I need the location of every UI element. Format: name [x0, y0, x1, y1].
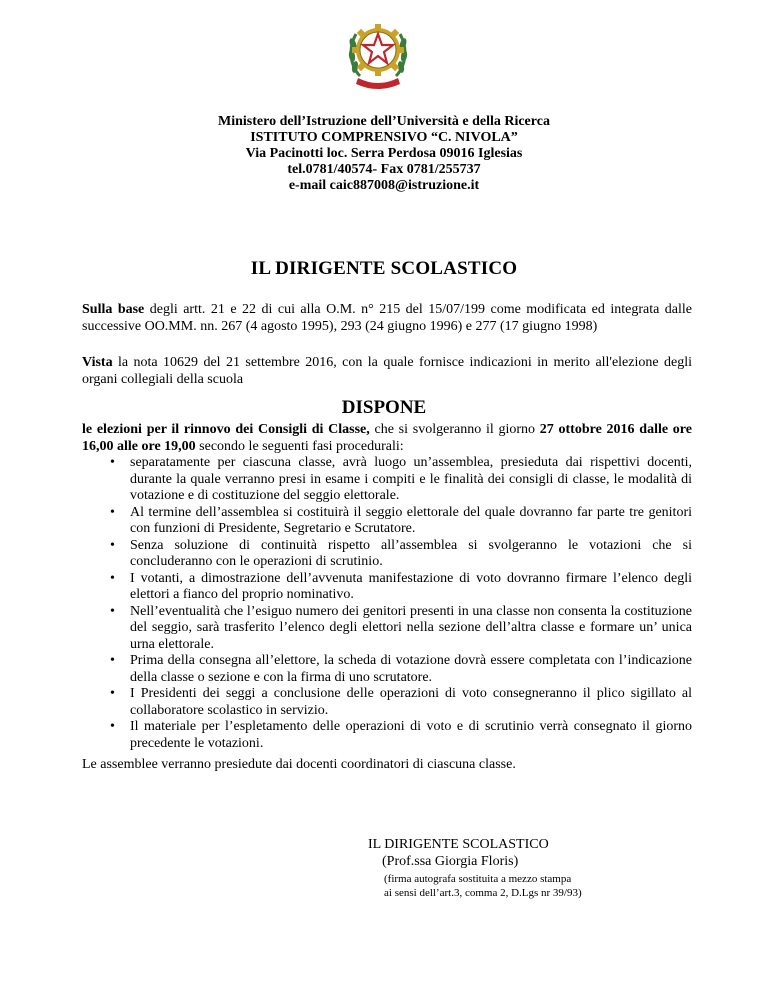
signature-title: IL DIRIGENTE SCOLASTICO: [368, 837, 549, 852]
vista-lead: Vista: [82, 355, 113, 370]
signature-note-line-1: (firma autografa sostituita a mezzo stampa: [384, 873, 572, 885]
list-item: [82, 571, 692, 604]
signature-note-line-2: ai sensi dell’art.3, comma 2, D.Lgs nr 39/93): [384, 887, 582, 899]
school-address: Via Pacinotti loc. Serra Perdosa 09016 Iglesias: [245, 146, 523, 161]
sulla-base-lead: Sulla base: [82, 302, 145, 317]
procedure-list: [82, 455, 692, 752]
list-item: [82, 653, 692, 686]
document-title: IL DIRIGENTE SCOLASTICO: [250, 258, 518, 279]
list-item-text: I votanti, a dimostrazione dell’avvenuta manifestazione di voto dovranno firmare l’elenco degli elettori a fianco del proprio nominativo.: [130, 570, 692, 602]
bullet-icon: •: [110, 603, 115, 619]
bullet-icon: •: [110, 653, 115, 668]
signature-note: [384, 872, 582, 900]
list-item-text: Nell’eventualità che l’esiguo numero dei genitori presenti in una classe non consenta la costituzione del seggio, sarà trasferito l’elenco degli elettori nella sezione dell’altra classe e formare un’ unica urna elettorale.: [130, 603, 692, 652]
bullet-icon: •: [110, 719, 115, 734]
school-name: ISTITUTO COMPRENSIVO “C. NIVOLA”: [250, 130, 518, 145]
list-item-text: separatamente per ciascuna classe, avrà luogo un’assemblea, presieduta dai rispettivi docenti, durante la quale verranno presi in esame i compiti e le finalità dei consigli di classe, le modalità di votazione e di costituzione del seggio elettorale.: [130, 455, 692, 503]
vista-text: la nota 10629 del 21 settembre 2016, con la quale fornisce indicazioni in merito all'elezione degli organi collegiali della scuola: [82, 355, 692, 387]
intro-bold-1: le elezioni per il rinnovo dei Consigli di Classe,: [82, 422, 370, 437]
ministry-line: Ministero dell’Istruzione dell’Università e della Ricerca: [218, 114, 550, 129]
list-item: [82, 686, 692, 719]
school-email: e-mail caic887008@istruzione.it: [288, 178, 480, 193]
list-item: [82, 538, 692, 571]
list-item-text: Al termine dell’assemblea si costituirà il seggio elettorale del quale dovranno far parte tre genitori con funzioni di Presidente, Segretario e Scrutatore.: [130, 504, 692, 536]
list-item-text: Senza soluzione di continuità rispetto all’assemblea si svolgeranno le votazioni che si concluderanno con le operazioni di scrutinio.: [130, 537, 692, 569]
list-item-text: Prima della consegna all’elettore, la scheda di votazione dovrà essere completata con l’indicazione della classe o sezione e con la firma di uno scrutatore.: [130, 653, 692, 685]
signature-name: (Prof.ssa Giorgia Floris): [382, 854, 519, 869]
sulla-base-text: degli artt. 21 e 22 di cui alla O.M. n° 215 del 15/07/199 come modificata ed integrata dalle successive OO.MM. nn. 267 (4 agosto 1995), 293 (24 giugno 1996) e 277 (17 giugno 1998): [82, 302, 692, 334]
vista-paragraph: [82, 355, 692, 388]
bullet-icon: •: [110, 504, 115, 520]
list-item-text: I Presidenti dei seggi a conclusione delle operazioni di voto consegneranno il plico sigillato al collaboratore scolastico in servizio.: [130, 686, 692, 718]
dispone-heading: DISPONE: [341, 397, 427, 418]
signature-block: [368, 836, 582, 900]
bullet-icon: •: [110, 686, 115, 701]
intro-text-2: secondo le seguenti fasi procedurali:: [195, 438, 404, 454]
bullet-icon: •: [110, 570, 115, 586]
sulla-base-paragraph: [82, 302, 692, 335]
list-item: [82, 719, 692, 752]
institution-header: [0, 114, 768, 194]
italian-republic-emblem-icon: [344, 14, 412, 92]
school-phone-fax: tel.0781/40574- Fax 0781/255737: [287, 162, 481, 177]
closing-sentence: Le assemblee verranno presiedute dai docenti coordinatori di ciascuna classe.: [82, 757, 516, 772]
list-item-text: Il materiale per l’espletamento delle operazioni di voto e di scrutinio verrà consegnato il giorno precedente le votazioni.: [130, 719, 692, 751]
list-item: [82, 604, 692, 654]
intro-paragraph: [82, 422, 692, 455]
intro-bold-2: 27 ottobre 2016 dalle ore 16,00 alle ore 19,00: [82, 422, 692, 454]
list-item: [82, 455, 692, 505]
intro-text-1: che si svolgeranno il giorno: [369, 422, 540, 437]
bullet-icon: •: [110, 537, 115, 553]
list-item: [82, 505, 692, 538]
bullet-icon: •: [110, 455, 115, 470]
dispositions-section: [82, 422, 692, 752]
